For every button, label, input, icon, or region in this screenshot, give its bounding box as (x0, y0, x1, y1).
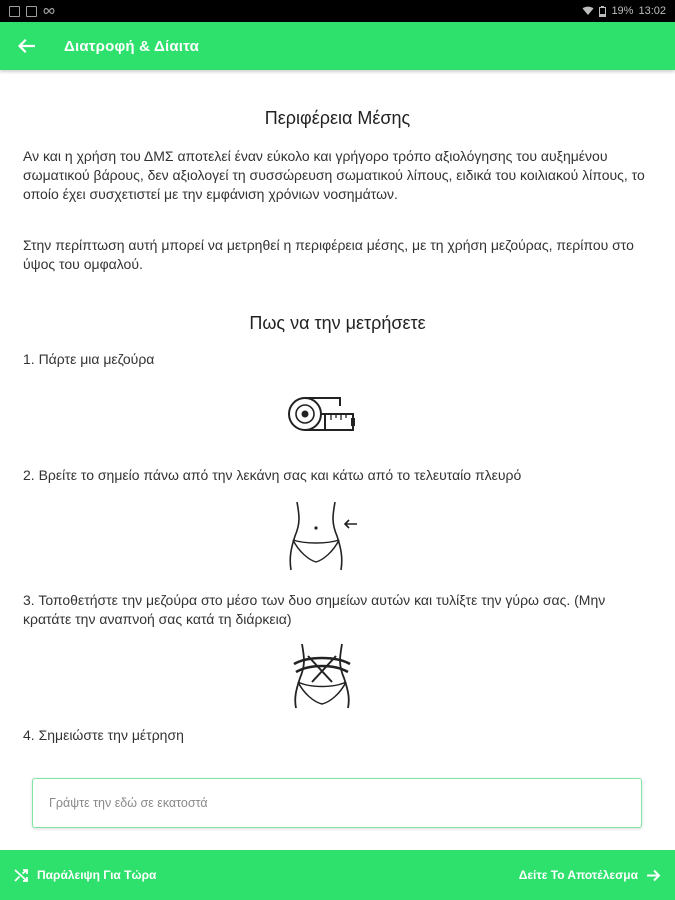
step-4-text: 4. Σημειώστε την μέτρηση (23, 727, 184, 743)
wifi-icon (582, 6, 594, 16)
app-bar (0, 22, 675, 70)
measurement-paragraph: Στην περίπτωση αυτή μπορεί να μετρηθεί η περιφέρεια μέσης, με τη χρήση μεζούρας, περίπου στο ύψος του ομφαλού. (23, 237, 634, 272)
waist-point-icon (283, 500, 359, 572)
shuffle-icon (14, 868, 29, 883)
see-result-button[interactable] (519, 850, 675, 900)
step-2-text: 2. Βρείτε το σημείο πάνω από την λεκάνη σας και κάτω από το τελευταίο πλευρό (23, 467, 522, 483)
tape-around-waist-icon (288, 642, 358, 710)
arrow-back-icon (17, 37, 35, 55)
waist-circumference-heading: Περιφέρεια Μέσης (264, 108, 411, 128)
measuring-tape-icon (285, 392, 359, 440)
step-3-text: 3. Τοποθετήστε την μεζούρα στο μέσο των δυο σημείων αυτών και τυλίξτε την γύρω σας. (Μην κρατάτε την αναπνοή σας κατά τη διάρκεια) (23, 592, 606, 627)
battery-percent: 19% (611, 5, 634, 17)
clock: 13:02 (638, 5, 666, 17)
infinity-icon (43, 7, 55, 15)
intro-paragraph: Αν και η χρήση του ΔΜΣ αποτελεί έναν εύκολο και γρήγορο τρόπο αξιολόγησης του αυξημένου σωματικού βάρους, δεν αξιολογεί τη συσσώρευση σωματικού λίπους, ειδικά του κοιλιακού λίπους, το οποίο έχει συσχετιστεί με την εμφάνιση χρόνιων νοσημάτων. (23, 148, 645, 202)
skip-label: Παράλειψη Για Τώρα (37, 868, 157, 882)
waist-input-container (32, 778, 642, 828)
back-button[interactable] (2, 22, 50, 70)
bottom-action-bar (0, 850, 675, 900)
app-title: Διατροφή & Δίαιτα (64, 37, 200, 55)
status-bar (0, 0, 675, 22)
notification-icons (9, 6, 55, 17)
how-to-measure-heading: Πως να την μετρήσετε (249, 313, 426, 333)
arrow-forward-icon (646, 868, 661, 883)
step-1-text: 1. Πάρτε μια μεζούρα (23, 351, 155, 367)
see-result-label: Δείτε Το Αποτέλεσμα (518, 868, 638, 882)
battery-icon (599, 6, 606, 17)
skip-button[interactable] (0, 850, 156, 900)
notification-icon (9, 6, 20, 17)
image-notification-icon (26, 6, 37, 17)
waist-cm-input[interactable] (47, 795, 641, 811)
